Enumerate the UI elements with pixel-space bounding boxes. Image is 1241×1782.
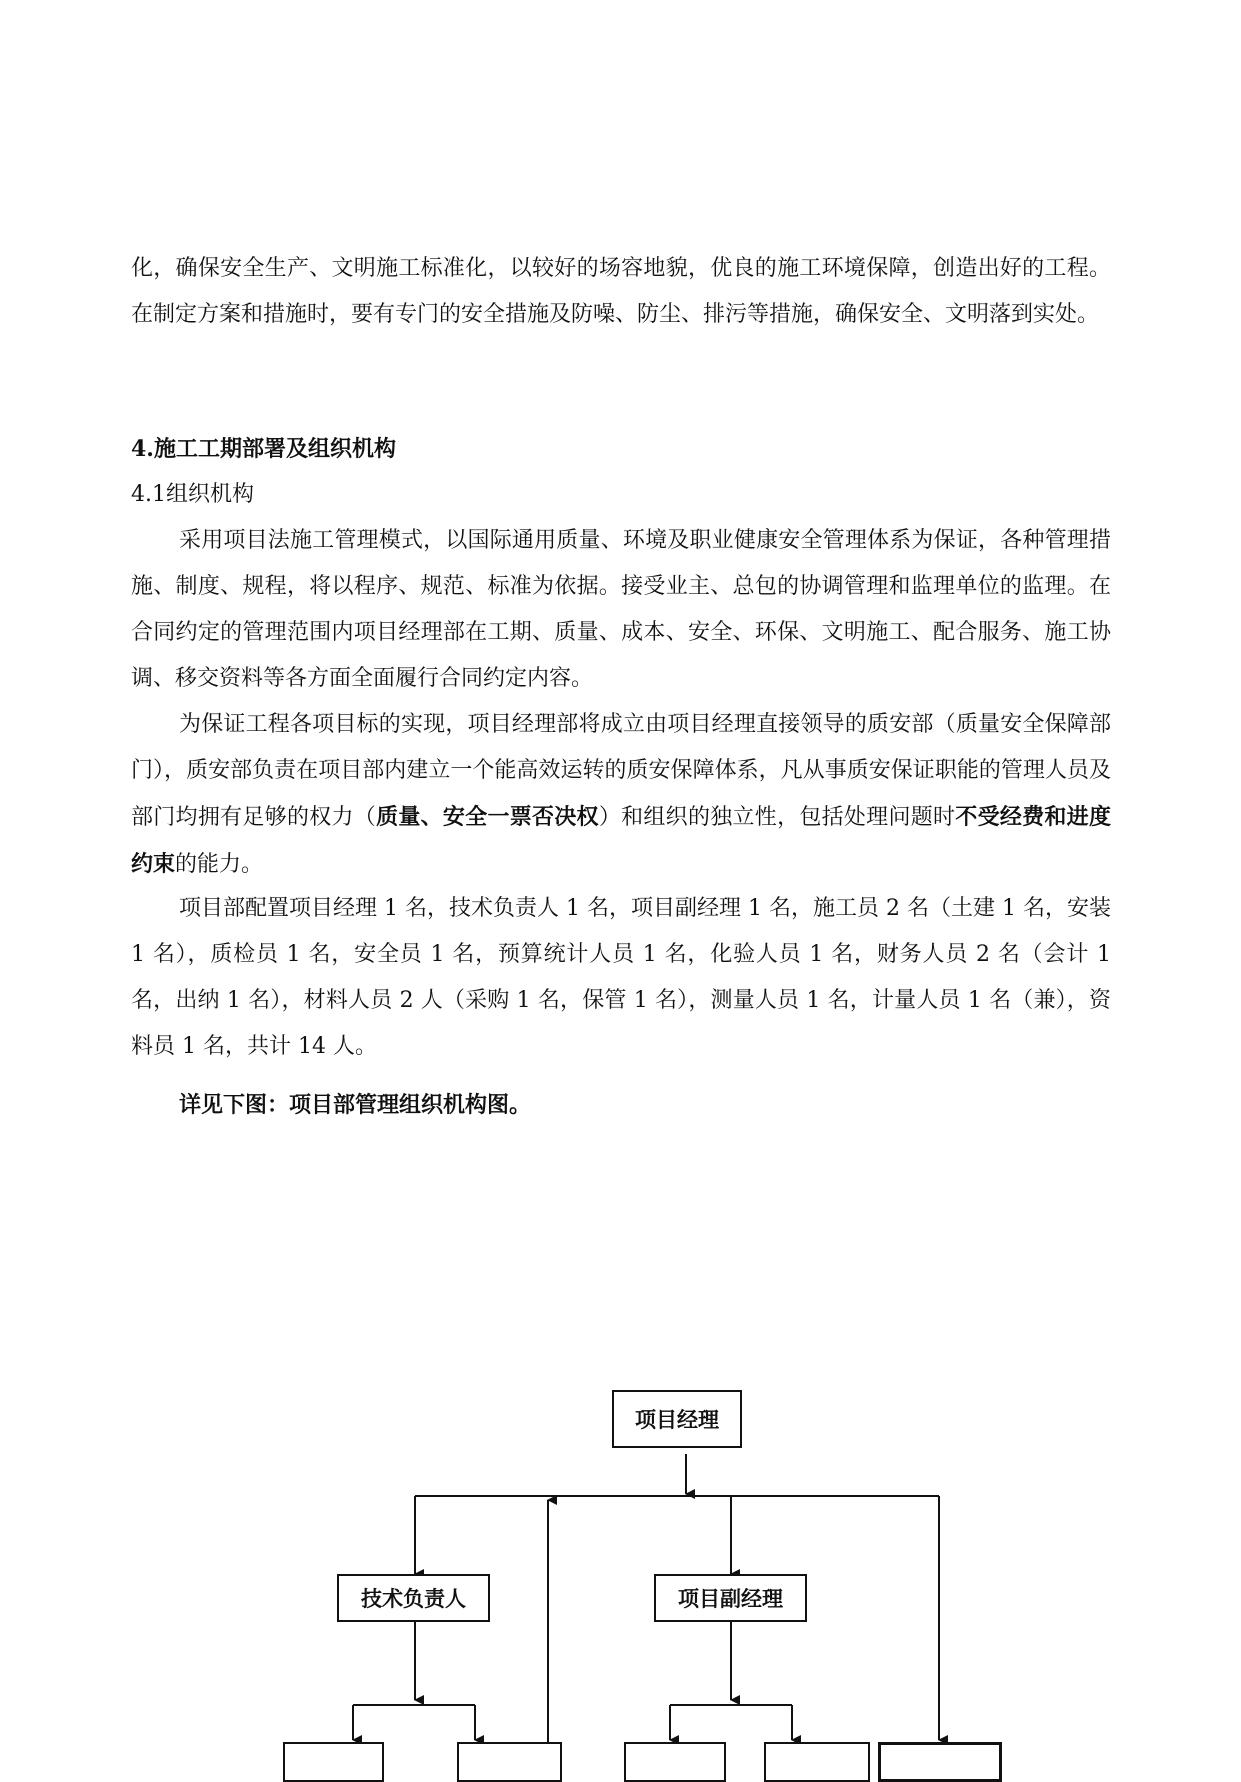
paragraph-staffing: 项目部配置项目经理 1 名，技术负责人 1 名，项目副经理 1 名，施工员 2 名（土建 1 名，安装 1 名），质检员 1 名，安全员 1 名，预算统计人员 1 名，化验人员 1 名，财务人员 2 名（会计 1 名，出纳 1 名），材料人员 2 人（采购 1 名，保管 1 名），测量人员 1 名，计量人员 1 名（兼），资料员 1 名，共计 14 人。: [131, 896, 1111, 1059]
org-node-child-1: [283, 1742, 384, 1782]
paragraph-quality-text-c: 的能力。: [175, 852, 264, 877]
paragraph-safety: 化，确保安全生产、文明施工标准化，以较好的场容地貌，优良的施工环境保障，创造出好的工程。在制定方案和措施时，要有专门的安全措施及防噪、防尘、排污等措施，确保安全、文明落到实处。: [131, 256, 1111, 327]
paragraph-quality-bold-a: 质量、安全一票否决权: [376, 804, 599, 830]
paragraph-see-chart: 详见下图：项目部管理组织机构图。: [179, 1092, 532, 1118]
subsection-title: 4.1组织机构: [131, 482, 254, 507]
org-node-child-5: [878, 1742, 1002, 1782]
org-node-deputy-manager: 项目副经理: [654, 1574, 807, 1622]
org-node-child-2: [457, 1742, 562, 1782]
paragraph-management-mode: 采用项目法施工管理模式，以国际通用质量、环境及职业健康安全管理体系为保证，各种管理措施、制度、规程，将以程序、规范、标准为依据。接受业主、总包的协调管理和监理单位的监理。在合同约定的管理范围内项目经理部在工期、质量、成本、安全、环保、文明施工、配合服务、施工协调、移交资料等各方面全面履行合同约定内容。: [131, 528, 1111, 691]
paragraph-quality-bold-b: 不受经费和进度约束: [131, 804, 1111, 877]
section-title: 4.施工工期部署及组织机构: [131, 436, 396, 462]
paragraph-quality-safety: [131, 702, 1111, 888]
org-node-child-4: [764, 1742, 870, 1782]
org-node-project-manager: 项目经理: [612, 1390, 742, 1448]
paragraph-quality-text-a: 为保证工程各项目标的实现，项目经理部将成立由项目经理直接领导的质安部（质量安全保障部门），质安部负责在项目部内建立一个能高效运转的质安保障体系，凡从事质安保证职能的管理人员及部门均拥有足够的权力（: [131, 712, 1111, 830]
paragraph-quality-text-b: ）和组织的独立性，包括处理问题时: [598, 805, 956, 830]
org-chart: [0, 1370, 1241, 1754]
org-node-child-3: [624, 1742, 726, 1782]
org-node-technical-lead: 技术负责人: [337, 1574, 490, 1622]
